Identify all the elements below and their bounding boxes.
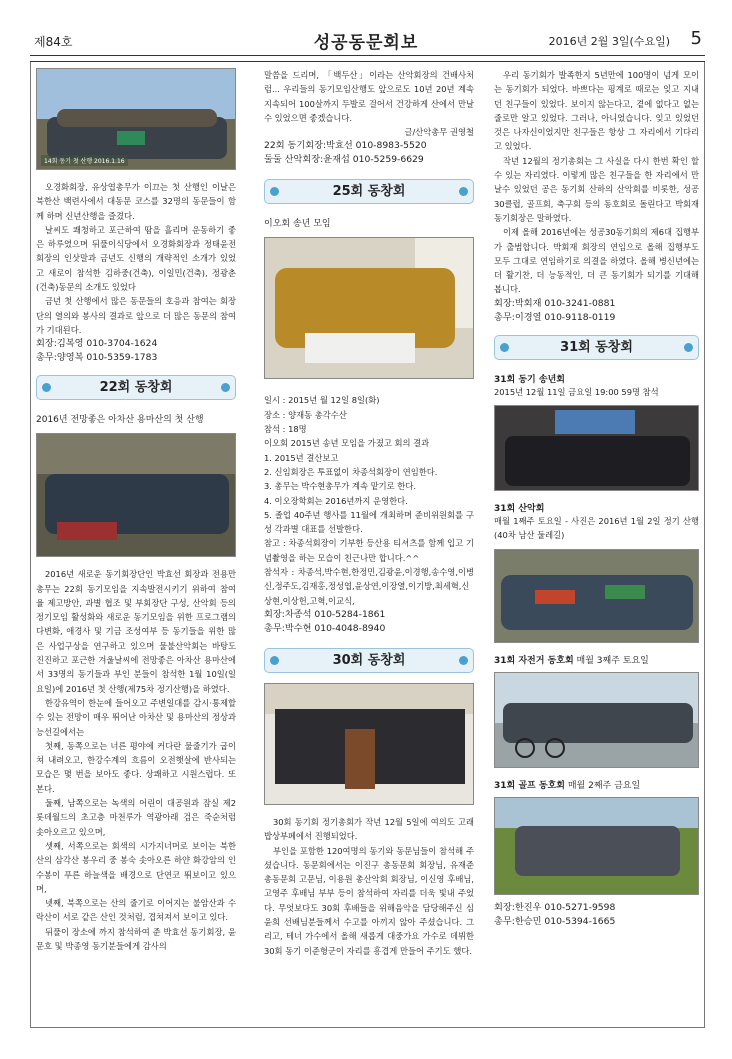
article-22-para-south: 둘째, 남쪽으로는 녹색의 어린이 대공원과 잠실 제2롯데월드의 초고층 마천루가 역광아래 검은 죽순처럼 솟아오르고 있으며, xyxy=(36,798,236,837)
photo-31-hiking xyxy=(494,549,699,643)
photo-31-cycling xyxy=(494,672,699,768)
meeting-item-1: 1. 2015년 결산보고 xyxy=(264,452,339,463)
article-14-para-3: 금년 첫 산행에서 많은 동문들의 호응과 참여는 회장단의 열의와 봉사의 결과로 앞으로 더 많은 동문의 참여가 기대된다. xyxy=(36,296,236,335)
article-25-subtitle: 이오회 송년 모임 xyxy=(264,219,331,230)
photo-achasan-hike-image xyxy=(37,434,236,556)
section-banner-30 xyxy=(264,648,474,673)
article-22-subtitle: 2016년 전망좋은 아차산 용마산의 첫 산행 xyxy=(36,415,204,426)
contact-22-president: 22회 동기회장:박효선 010-8983-5520 xyxy=(264,140,427,152)
photo-31-cycling-image xyxy=(495,673,699,767)
banner-title: 30회 동창회 xyxy=(332,652,406,668)
contact-secretary: 총무:양영복 010-5359-1783 xyxy=(36,352,158,364)
club-31-golf-text: 매월 2째주 금요일 xyxy=(567,780,641,791)
contact-30-president: 회장:박회재 010-3241-0881 xyxy=(494,297,616,309)
article-22-para-1: 2016년 새로운 동기회장단인 박효선 회장과 전용만 총무는 22회 동기모임을 지속발전시키기 위하여 참여율 제고방안, 과별 협조 및 부회장단 구성, 산악회 등의 정기모임 활성화와 새로운 동기모임을 위한 프로그램의 다변화, 애경사 및 기금 조성여부 등 동기들을 위한 많은 사업구상을 연구하고 있으며 물불산악회는 바탕도 진진하고 포근한 겨울날씨에 전망좋은 아차산 용마산에서 33명의 동기들과 부인 분들이 참석한 1월 10일(일요일)에 2016년 첫 산행(제75차 정기산행)을 하였다. xyxy=(36,569,236,694)
article-22-para-east: 첫째, 동쪽으로는 너른 평야에 커다란 물줄기가 굽이쳐 내려오고, 한강수계의 흐름이 오전햇살에 반사되는 모습은 몇 번을 보아도 좋다. 상쾌하고 시원스럽다. 또 본다. xyxy=(36,740,236,794)
issue-date: 2016년 2월 3일(수요일) xyxy=(548,35,670,48)
article-14-para-1: 오경화회장, 유상엽총무가 이끄는 첫 산행인 이날은 북한산 백련사에서 대동문 코스를 32명의 동문들이 함께 하며 신년산행을 즐겼다. xyxy=(36,182,236,221)
contact-31-president: 회장:한진우 010-5271-9598 xyxy=(494,901,616,913)
article-30-para-4: 작년 12월의 정기총회는 그 사실을 다시 한번 확인 할 수 있는 자리였다. 이렇게 많은 친구들을 한 자리에서 만날수 있었던 공은 동기회 산하의 산악회를 비롯한, 성공30클럽, 골프회, 축구회 등의 동호회로 돌린다고 박회재 동기회장은 말하였다. xyxy=(494,155,699,223)
article-22-continued: 말씀을 드리며, 「백두산」이라는 산악회장의 건배사처럼... 우리들의 동기모임산행도 앞으로도 10년 20년 계속지속되어 100살까지 두발로 걸어서 건강하게 산에서 만날 수 있었으면 좋겠습니다. xyxy=(264,70,474,123)
banner-dot-left xyxy=(270,187,279,196)
banner-dot-right xyxy=(459,656,468,665)
article-22-signature: 글/산악총무 권영철 xyxy=(404,127,474,138)
banner-title: 22회 동창회 xyxy=(99,380,173,396)
column-2 xyxy=(264,68,474,958)
column-3 xyxy=(494,68,699,929)
photo-31-golf-image xyxy=(495,798,699,894)
banner-title: 31회 동창회 xyxy=(560,339,633,355)
article-22-para-last: 뒤풀이 장소에 까지 참석하여 준 박효선 동기회장, 윤문호 및 박종영 동기분들에게 감사의 xyxy=(36,926,236,951)
header-rule-top xyxy=(30,55,705,56)
section-banner-25 xyxy=(264,179,474,204)
photo-31-golf xyxy=(494,797,699,895)
banner-dot-right xyxy=(221,383,230,392)
club-31-hiking-text: 매월 1째주 토요일 - 사진은 2016년 1월 2일 정기 산행 (40차 남산 둘레길) xyxy=(494,516,699,541)
article-22-para-west: 셋째, 서쪽으로는 회색의 시가지너머로 보이는 북한산의 삼각산 봉우리 중 봉숙 솟아오른 하얀 화강암의 인수봉이 푸른 하늘색을 배경으로 단연코 뛰보이고 있으며, xyxy=(36,840,236,894)
contact-31-secretary: 총무:한승민 010-5394-1665 xyxy=(494,915,616,927)
banner-dot-right xyxy=(459,187,468,196)
column-1 xyxy=(36,68,236,953)
club-31-hiking-title: 31회 산악회 xyxy=(494,504,545,515)
page-number: 5 xyxy=(690,28,702,49)
meeting-item-2: 2. 신임회장은 투표없이 차종석회장이 연임한다. xyxy=(264,466,438,477)
section-banner-22 xyxy=(36,375,236,400)
club-31-golf-header xyxy=(494,778,699,791)
club-31-golf-title: 31회 골프 동호회 xyxy=(494,780,565,791)
photo-general-meeting xyxy=(264,683,474,805)
article-30-para-3: 우리 동기회가 발족한지 5년만에 100명이 넘게 모이는 동기회가 되었다. 바쁘다는 핑계로 때로는 잊고 지내던 친구들이 있었다. 보이지 않는다고, 곁에 없다고 없는 줄로만 알고 있었다. 그러나, 아니었습니다. 잊고 있었던 것은 나자신이었지만 친구들은 항상 그 자리에서 기다리고 있었다. xyxy=(494,70,699,152)
contact-25-president: 회장:차종석 010-5284-1861 xyxy=(264,608,386,620)
meeting-item-3: 3. 총무는 박수현총무가 계속 맡기로 한다. xyxy=(264,481,416,492)
photo-31-hiking-image xyxy=(495,550,699,642)
meeting-item-4: 4. 이오장학회는 2016년까지 운영한다. xyxy=(264,495,408,506)
newsletter-title: 성공동문회보 xyxy=(313,33,419,53)
club-31-yearend-text: 2015년 12월 11일 금요일 19:00 59명 참석 xyxy=(494,386,659,397)
photo-year-end-meeting xyxy=(264,237,474,379)
article-22-para-north: 넷째, 북쪽으로는 산의 줄기로 이어지는 불암산과 수락산이 서로 같은 산인 것처럼, 겹쳐져서 보이고 있다. xyxy=(36,898,236,923)
banner-dot-left xyxy=(500,343,509,352)
article-22-para-2: 한강유역이 한눈에 들어오고 주변일대를 감시·통제할 수 있는 전망이 매우 뛰어난 아차산 및 용마산의 정상과 능선길에서는 xyxy=(36,697,236,737)
contact-30-secretary: 총무:이경열 010-9118-0119 xyxy=(494,311,616,323)
photo-caption: 14회 동기 첫 산행 2016.1.16 xyxy=(41,155,128,166)
club-31-yearend-title: 31회 동기 송년회 xyxy=(494,374,565,385)
banner-dot-left xyxy=(270,656,279,665)
meeting-attendees: 참석자 : 차종석,박수현,한정민,김광윤,이경행,송수영,이병신,정주도,김재홍,정성엽,윤상연,이장열,이기방,최세혁,신상현,이상헌,고혁,이교식, xyxy=(264,567,474,606)
club-31-cycling-text: 매월 3째주 토요일 xyxy=(576,655,649,666)
meeting-attendance: 참석 : 18명 xyxy=(264,424,307,435)
issue-number: 제84호 xyxy=(34,35,73,49)
contact-president: 회장:김복영 010-3704-1624 xyxy=(36,338,158,350)
photo-group-hike-14 xyxy=(36,68,236,170)
section-banner-31 xyxy=(494,335,699,360)
article-30-para-1: 30회 동기회 정기총회가 작년 12월 5일에 여의도 고래밥상부페에서 진행되었다. xyxy=(264,816,474,842)
meeting-item-5: 5. 졸업 40주년 행사를 11월에 개최하며 준비위원회를 구성 각과별 대표를 선발한다. xyxy=(264,509,474,535)
article-30-para-5: 이제 올해 2016년에는 성공30동기회의 제6대 집행부가 출범합니다. 박회재 회장의 연임으로 올해 집행부도 모두 그대로 연임하기로 의결을 하였다. 올해 병신년에는 더 활기찬, 더 능동적인, 더 큰 동기회가 되기를 기대해 봅니다. xyxy=(494,227,699,295)
banner-dot-left xyxy=(42,383,51,392)
meeting-result-intro: 이오회 2015년 송년 모임을 가졌고 회의 결과 xyxy=(264,438,430,449)
meeting-note: 참고 : 차종석회장이 기부한 등산용 티셔츠를 함께 입고 기념촬영을 하는 모습이 친근나만 합니다.^^ xyxy=(264,538,474,563)
article-14-para-2: 날씨도 쾌청하고 포근하여 땀을 흘리며 운동하기 좋은 하루였으며 뒤풀이식당에서 오경화회장과 정태윤전회장의 인삿말과 금년도 신행의 개략적인 소개가 있었고 새로이 참석한 김하중(건축), 이일민(건축), 정광춘(건축)동문의 소개도 있었다 xyxy=(36,224,236,293)
club-31-cycling-header xyxy=(494,653,699,666)
photo-31-yearend-image xyxy=(495,406,699,490)
club-31-cycling-title: 31회 자전거 동호회 xyxy=(494,655,574,666)
banner-title: 25회 동창회 xyxy=(332,184,406,200)
photo-year-end-meeting-image xyxy=(265,238,474,378)
article-30-para-2: 부인을 포함한 120여명의 동기와 동문님들이 참석해 주셨습니다. 동문회에서는 이진구 총동문회 회장님, 유재준 총동문회 고문님, 이용원 총산악회 회장님, 이신영 후배님, 고영주 후배님 부부 등이 참석하여 자리를 더욱 빛내 주었다. 무엇보다도 30회 후배들을 위해음악을 담당해주신 심윤희 선배님분들께서 수고를 아끼지 않아 주셨습니다. 그리고, 테너 가수에서 올해 새롭게 대중가요 가수로 데뷔한 30회 동기 이준형군이 자리를 흥겹게 만들어 주기도 했다. xyxy=(264,845,474,956)
contact-25-secretary: 총무:박수현 010-4048-8940 xyxy=(264,622,386,634)
contact-22-hiking-president: 둘둘 산악회장:윤재섭 010-5259-6629 xyxy=(264,154,424,166)
photo-group-hike-14-image xyxy=(37,69,236,169)
photo-31-yearend xyxy=(494,405,699,491)
photo-general-meeting-image xyxy=(265,684,474,804)
meeting-place: 장소 : 양재동 총각수산 xyxy=(264,409,347,420)
banner-dot-right xyxy=(684,343,693,352)
meeting-date: 일시 : 2015년 월 12일 8일(화) xyxy=(264,395,380,406)
photo-achasan-hike xyxy=(36,433,236,557)
